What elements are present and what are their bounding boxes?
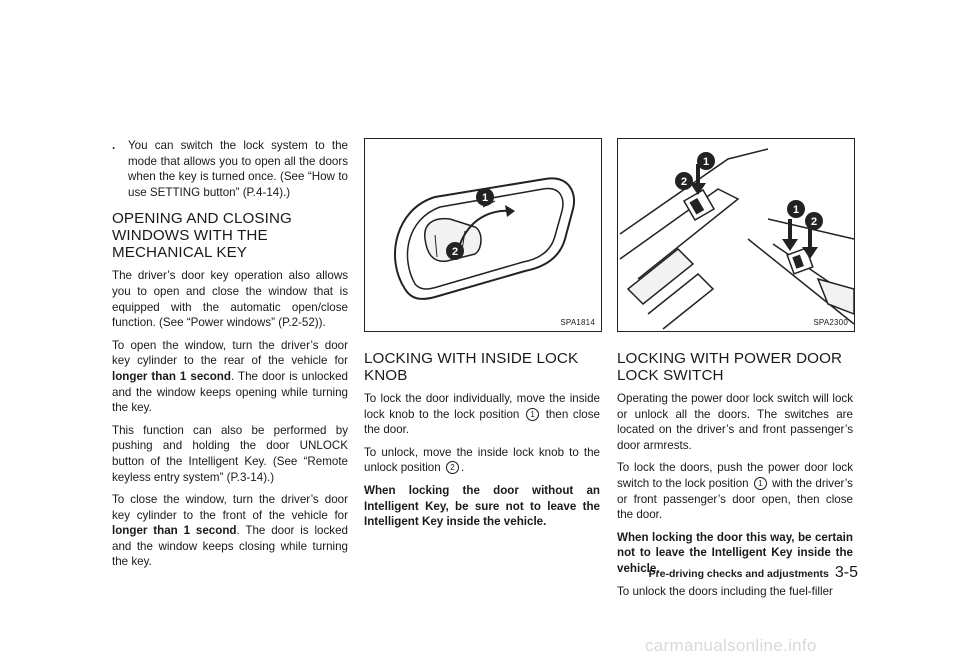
text-run: To close the window, turn the driver’s door key cylinder to the front of the vehicle for	[112, 493, 348, 522]
figure-inside-lock-knob	[364, 138, 602, 332]
text-run: To lock the doors, push the power door lock switch to the lock position	[617, 461, 853, 490]
section-heading-windows: OPENING AND CLOSING WINDOWS WITH THE MECHANICAL KEY	[112, 210, 292, 262]
callout-1-label: 1	[702, 156, 710, 168]
text-run: with the driver’s or front passenger’s door open, then close the door.	[617, 476, 853, 522]
paragraph	[112, 338, 348, 416]
callout-2-label: 2	[680, 176, 688, 188]
callout-2-label: 2	[810, 216, 818, 228]
section-heading-power-door-lock: LOCKING WITH POWER DOOR LOCK SWITCH	[617, 350, 843, 384]
text-run: To open the window, turn the driver’s door key cylinder to the rear of the vehicle for	[112, 338, 348, 368]
bold-text: longer than 1 second	[112, 369, 231, 383]
position-number-1: 1	[526, 408, 539, 421]
paragraph: To unlock the doors including the fuel-filler	[617, 584, 833, 598]
figure-caption: SPA1814	[560, 318, 595, 327]
figure-power-door-lock-switch	[617, 138, 855, 332]
page-footer	[622, 564, 858, 582]
paragraph	[364, 483, 600, 530]
callout-1-label: 1	[481, 192, 489, 204]
paragraph: The driver’s door key operation also allows you to open and close the window that is equipped with the automatic open/close function. (See “Power windows” (P.2-52)).	[112, 269, 348, 330]
text-run: then close the door.	[364, 407, 600, 437]
power-lock-switch-illustration	[618, 139, 854, 331]
bullet-item	[112, 138, 348, 200]
paragraph	[364, 445, 600, 476]
text-run: . The door is locked and the window keeps closing while turning the key.	[112, 524, 348, 569]
section-heading-inside-lock-knob: LOCKING WITH INSIDE LOCK KNOB	[364, 350, 579, 384]
text-run: . The door is unlocked and the window keeps opening while turning the key.	[112, 369, 348, 415]
watermark: carmanualsonline.info	[645, 636, 817, 655]
section-title: Pre-driving checks and adjustments	[648, 568, 829, 580]
text-run: .	[460, 461, 465, 475]
bullet-dot: .	[112, 139, 116, 152]
paragraph	[364, 391, 600, 438]
page-number: 3-5	[834, 564, 858, 581]
callout-2-label: 2	[451, 246, 459, 258]
column-2-text	[364, 340, 600, 537]
position-number-2: 2	[446, 461, 459, 474]
paragraph: This function can also be performed by pushing and holding the door UNLOCK button of the Intelligent Key. (See “Remote keyless entry system” (P.3-14).)	[112, 423, 348, 484]
bold-text: When locking the door this way, be certain not to leave the Intelligent Key inside the vehicle.	[617, 530, 853, 575]
text-run: To unlock, move the inside lock knob to the unlock position	[364, 445, 600, 475]
paragraph	[112, 492, 348, 570]
lock-knob-illustration	[365, 139, 601, 331]
figure-caption: SPA2300	[813, 318, 848, 327]
bold-text: When locking the door without an Intelligent Key, be sure not to leave the Intelligent Key inside the vehicle.	[364, 483, 600, 529]
paragraph: Operating the power door lock switch will lock or unlock all the doors. The switches are located on the driver’s and front passenger’s door armrests.	[617, 392, 853, 452]
column-1	[112, 138, 348, 577]
paragraph	[617, 460, 853, 522]
bold-text: longer than 1 second	[112, 524, 237, 538]
callout-1-label: 1	[792, 204, 800, 216]
bullet-text: You can switch the lock system to the mode that allows you to open all the doors when the key is turned once. (See “How to use SETTING button” (P.4-14).)	[128, 139, 348, 199]
text-run: To lock the door individually, move the inside lock knob to the lock position	[364, 392, 600, 421]
position-number-1: 1	[754, 477, 767, 490]
